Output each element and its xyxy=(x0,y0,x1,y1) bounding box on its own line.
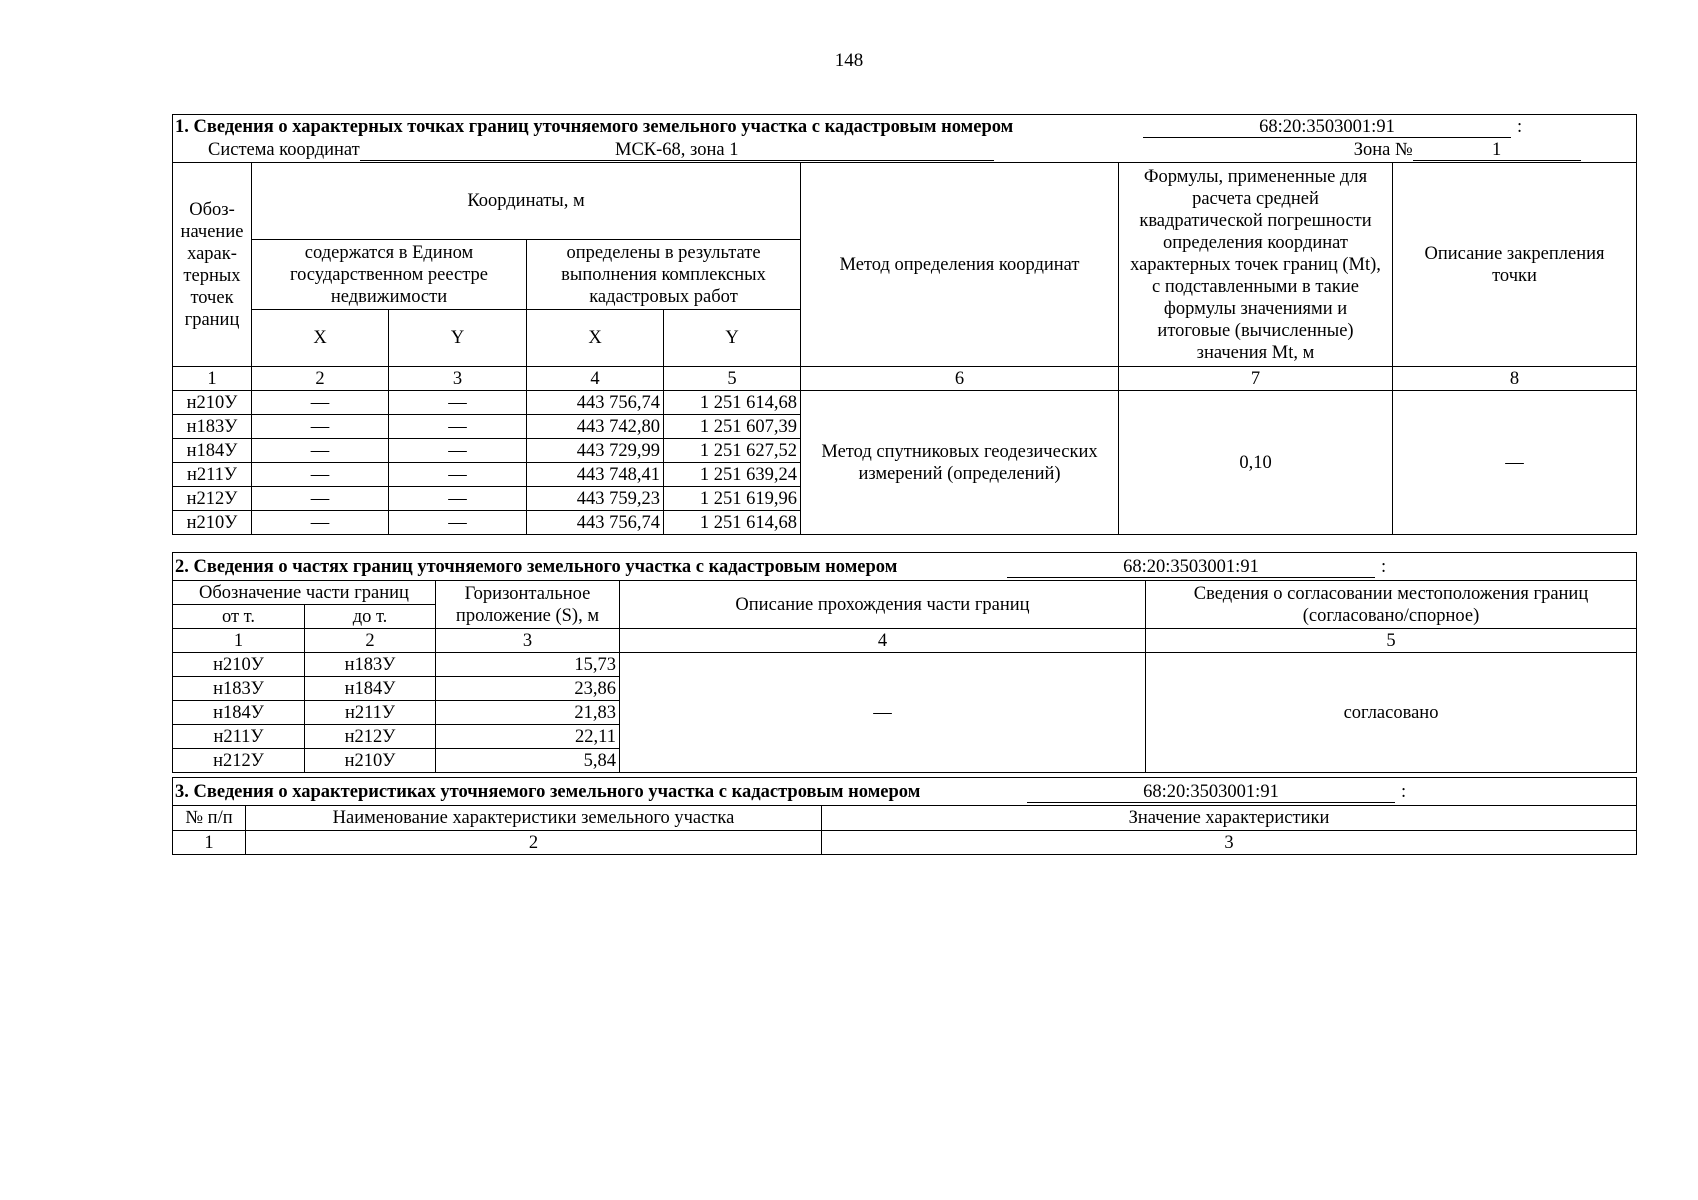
fixing-value: — xyxy=(1393,391,1637,535)
section2-colon: : xyxy=(1381,556,1387,577)
point-name: н212У xyxy=(173,487,252,511)
col-number: 3 xyxy=(389,367,527,391)
x-kkr: 443 729,99 xyxy=(527,439,664,463)
x-egrn: — xyxy=(252,391,389,415)
y-egrn: — xyxy=(389,391,527,415)
coord-system-value: МСК-68, зона 1 xyxy=(360,140,994,161)
col-number: 1 xyxy=(173,831,246,855)
zone-label: Зона № xyxy=(1353,140,1413,161)
section3-colon: : xyxy=(1401,781,1407,802)
from-point: н211У xyxy=(173,725,305,749)
col-number: 4 xyxy=(527,367,664,391)
header-agreement: Сведения о согласовании местоположения границ (согласовано/спорное) xyxy=(1146,581,1637,629)
description-value: — xyxy=(620,653,1146,773)
x-kkr: 443 748,41 xyxy=(527,463,664,487)
mt-value: 0,10 xyxy=(1119,391,1393,535)
header-method: Метод определения координат xyxy=(801,163,1119,367)
col-number: 8 xyxy=(1393,367,1637,391)
col-number: 2 xyxy=(305,629,436,653)
y-egrn: — xyxy=(389,415,527,439)
header-kkr: определены в результате выполнения комплексных кадастровых работ xyxy=(527,240,801,310)
to-point: н184У xyxy=(305,677,436,701)
horizontal-value: 23,86 xyxy=(436,677,620,701)
y-kkr: 1 251 607,39 xyxy=(664,415,801,439)
header-part: Обозначение части границ xyxy=(173,581,436,605)
header-x-kkr: X xyxy=(527,310,664,367)
table-row xyxy=(173,391,1637,415)
col-number: 6 xyxy=(801,367,1119,391)
to-point: н210У xyxy=(305,749,436,773)
x-egrn: — xyxy=(252,487,389,511)
header-egrn: содержатся в Едином государственном реестре недвижимости xyxy=(252,240,527,310)
col-number: 4 xyxy=(620,629,1146,653)
header-characteristic-value: Значение характеристики xyxy=(822,806,1637,831)
header-y-egrn: Y xyxy=(389,310,527,367)
table-row xyxy=(173,653,1637,677)
x-egrn: — xyxy=(252,439,389,463)
zone-value: 1 xyxy=(1413,140,1581,161)
col-number: 5 xyxy=(1146,629,1637,653)
header-from: от т. xyxy=(173,605,305,629)
y-egrn: — xyxy=(389,463,527,487)
from-point: н212У xyxy=(173,749,305,773)
y-egrn: — xyxy=(389,487,527,511)
x-egrn: — xyxy=(252,463,389,487)
header-fixing: Описание закрепления точки xyxy=(1393,163,1637,367)
x-egrn: — xyxy=(252,415,389,439)
y-egrn: — xyxy=(389,511,527,535)
method-value: Метод спутниковых геодезических измерений (определений) xyxy=(801,391,1119,535)
header-characteristic-name: Наименование характеристики земельного участка xyxy=(246,806,822,831)
section3-cadastral-number: 68:20:3503001:91 xyxy=(1027,782,1395,803)
horizontal-value: 22,11 xyxy=(436,725,620,749)
x-egrn: — xyxy=(252,511,389,535)
col-number: 1 xyxy=(173,629,305,653)
x-kkr: 443 759,23 xyxy=(527,487,664,511)
col-number: 3 xyxy=(436,629,620,653)
col-number: 5 xyxy=(664,367,801,391)
header-designation: Обоз- начение харак- терных точек границ xyxy=(173,163,252,367)
y-kkr: 1 251 627,52 xyxy=(664,439,801,463)
x-kkr: 443 756,74 xyxy=(527,391,664,415)
header-x-egrn: X xyxy=(252,310,389,367)
to-point: н211У xyxy=(305,701,436,725)
point-name: н210У xyxy=(173,511,252,535)
section3-title: 3. Сведения о характеристиках уточняемого земельного участка с кадастровым номером xyxy=(175,781,921,802)
col-number: 7 xyxy=(1119,367,1393,391)
header-coordinates: Координаты, м xyxy=(252,163,801,240)
header-horizontal: Горизонтальное проложение (S), м xyxy=(436,581,620,629)
horizontal-value: 5,84 xyxy=(436,749,620,773)
y-kkr: 1 251 619,96 xyxy=(664,487,801,511)
header-y-kkr: Y xyxy=(664,310,801,367)
header-description: Описание прохождения части границ xyxy=(620,581,1146,629)
y-kkr: 1 251 614,68 xyxy=(664,511,801,535)
col-number: 2 xyxy=(252,367,389,391)
horizontal-value: 21,83 xyxy=(436,701,620,725)
y-egrn: — xyxy=(389,439,527,463)
header-to: до т. xyxy=(305,605,436,629)
from-point: н183У xyxy=(173,677,305,701)
y-kkr: 1 251 614,68 xyxy=(664,391,801,415)
section2-cadastral-number: 68:20:3503001:91 xyxy=(1007,557,1375,578)
point-name: н210У xyxy=(173,391,252,415)
point-name: н184У xyxy=(173,439,252,463)
page-number: 148 xyxy=(834,50,864,71)
x-kkr: 443 756,74 xyxy=(527,511,664,535)
point-name: н183У xyxy=(173,415,252,439)
section2-title: 2. Сведения о частях границ уточняемого земельного участка с кадастровым номером xyxy=(175,556,898,577)
agreement-value: согласовано xyxy=(1146,653,1637,773)
coord-system-label: Система координат xyxy=(208,140,360,161)
from-point: н184У xyxy=(173,701,305,725)
x-kkr: 443 742,80 xyxy=(527,415,664,439)
horizontal-value: 15,73 xyxy=(436,653,620,677)
to-point: н212У xyxy=(305,725,436,749)
to-point: н183У xyxy=(305,653,436,677)
col-number: 1 xyxy=(173,367,252,391)
section3-table xyxy=(172,777,1637,855)
col-number: 2 xyxy=(246,831,822,855)
header-formulas: Формулы, примененные для расчета средней квадратической погрешности определения координат характерных точек границ (Mt), с подставленными в такие формулы значениями и итоговые (вычисленные) значения Mt, м xyxy=(1119,163,1393,367)
from-point: н210У xyxy=(173,653,305,677)
col-number: 3 xyxy=(822,831,1637,855)
section1-cadastral-number: 68:20:3503001:91 xyxy=(1143,117,1511,138)
header-number: № п/п xyxy=(173,806,246,831)
section1-table xyxy=(172,114,1637,535)
y-kkr: 1 251 639,24 xyxy=(664,463,801,487)
section1-colon: : xyxy=(1517,116,1523,137)
section1-title: 1. Сведения о характерных точках границ уточняемого земельного участка с кадастровым номером xyxy=(175,116,1014,137)
section2-table xyxy=(172,552,1637,773)
point-name: н211У xyxy=(173,463,252,487)
